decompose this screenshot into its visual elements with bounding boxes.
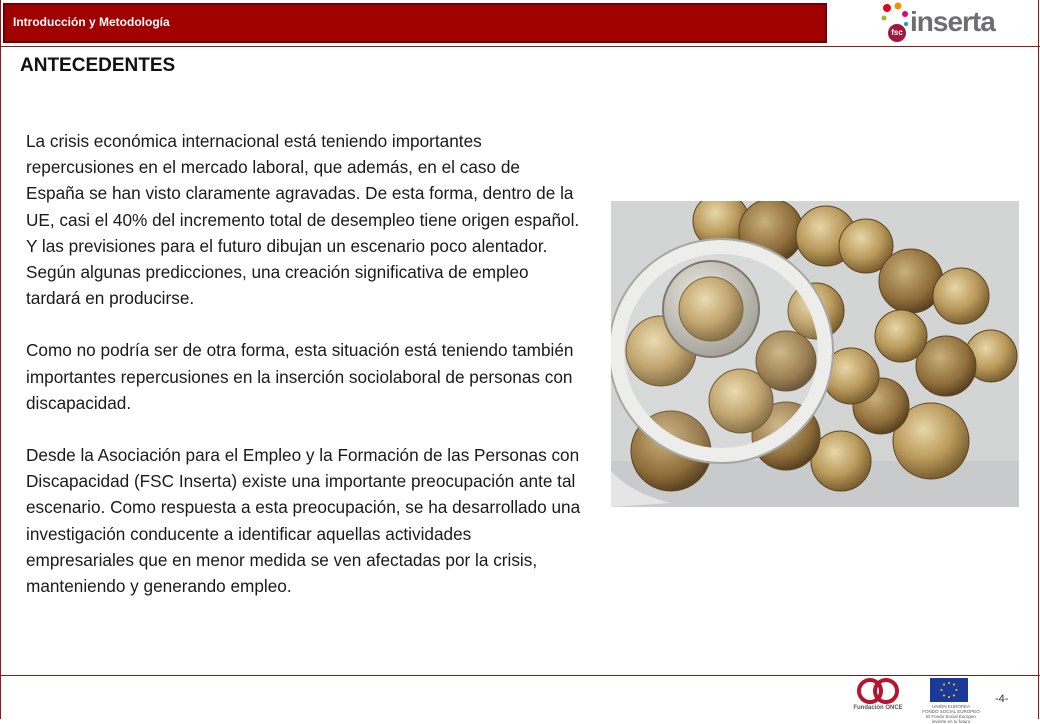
page-number: -4- [995, 693, 1009, 705]
paragraph: Desde la Asociación para el Empleo y la Formación de las Personas con Discapacidad (FSC Inserta) existe una importante preocupación ante tal escenario. Como respuesta a esta preocupación, se ha desarrollado una investigación conducente a identificar aquellas actividades empresariales que en menor medida se ven afectadas por la crisis, manteniendo y generando empleo. [26, 445, 581, 597]
paragraph: Como no podría ser de otra forma, esta situación está teniendo también importantes repercusiones en la inserción sociolaboral de personas con discapacidad. [26, 340, 574, 413]
section-header-bar [3, 3, 827, 43]
eu-label-line: FONDO SOCIAL EUROPEO [922, 709, 980, 714]
coins-image [611, 201, 1019, 507]
page-title: ANTECEDENTES [20, 55, 176, 76]
eu-label-line: UNIÓN EUROPEA [932, 704, 970, 709]
once-rings-icon [848, 678, 908, 704]
once-label: Fundación ONCE [853, 705, 903, 711]
fundacion-once-logo [848, 678, 908, 716]
header-divider [0, 46, 1040, 47]
paragraph: La crisis económica internacional está teniendo importantes repercusiones en el mercado laboral, que además, en el caso de España se han visto claramente agravadas. De esta forma, dentro de la UE, casi el 40% del incremento total de desempleo tiene origen español. Y las previsiones para el futuro dibujan un escenario poco alentador. Según algunas predicciones, una creación significativa de empleo tardará en producirse. [26, 131, 580, 309]
eu-label-line: El Fondo Social Europeo invierte en tu futuro [926, 714, 976, 724]
coins-magnifier-photo [611, 201, 1019, 507]
logo-wordmark: inserta [910, 6, 995, 37]
eu-label [920, 704, 982, 724]
fsc-inserta-logo [880, 2, 1000, 46]
body-text [26, 128, 581, 625]
footer-divider [0, 675, 1040, 676]
eu-stars-icon [930, 678, 968, 702]
section-title: Introducción y Metodología [13, 15, 170, 29]
eu-flag-icon [930, 678, 968, 702]
eu-fse-logo [920, 678, 982, 724]
logo-badge: fsc [888, 24, 906, 42]
